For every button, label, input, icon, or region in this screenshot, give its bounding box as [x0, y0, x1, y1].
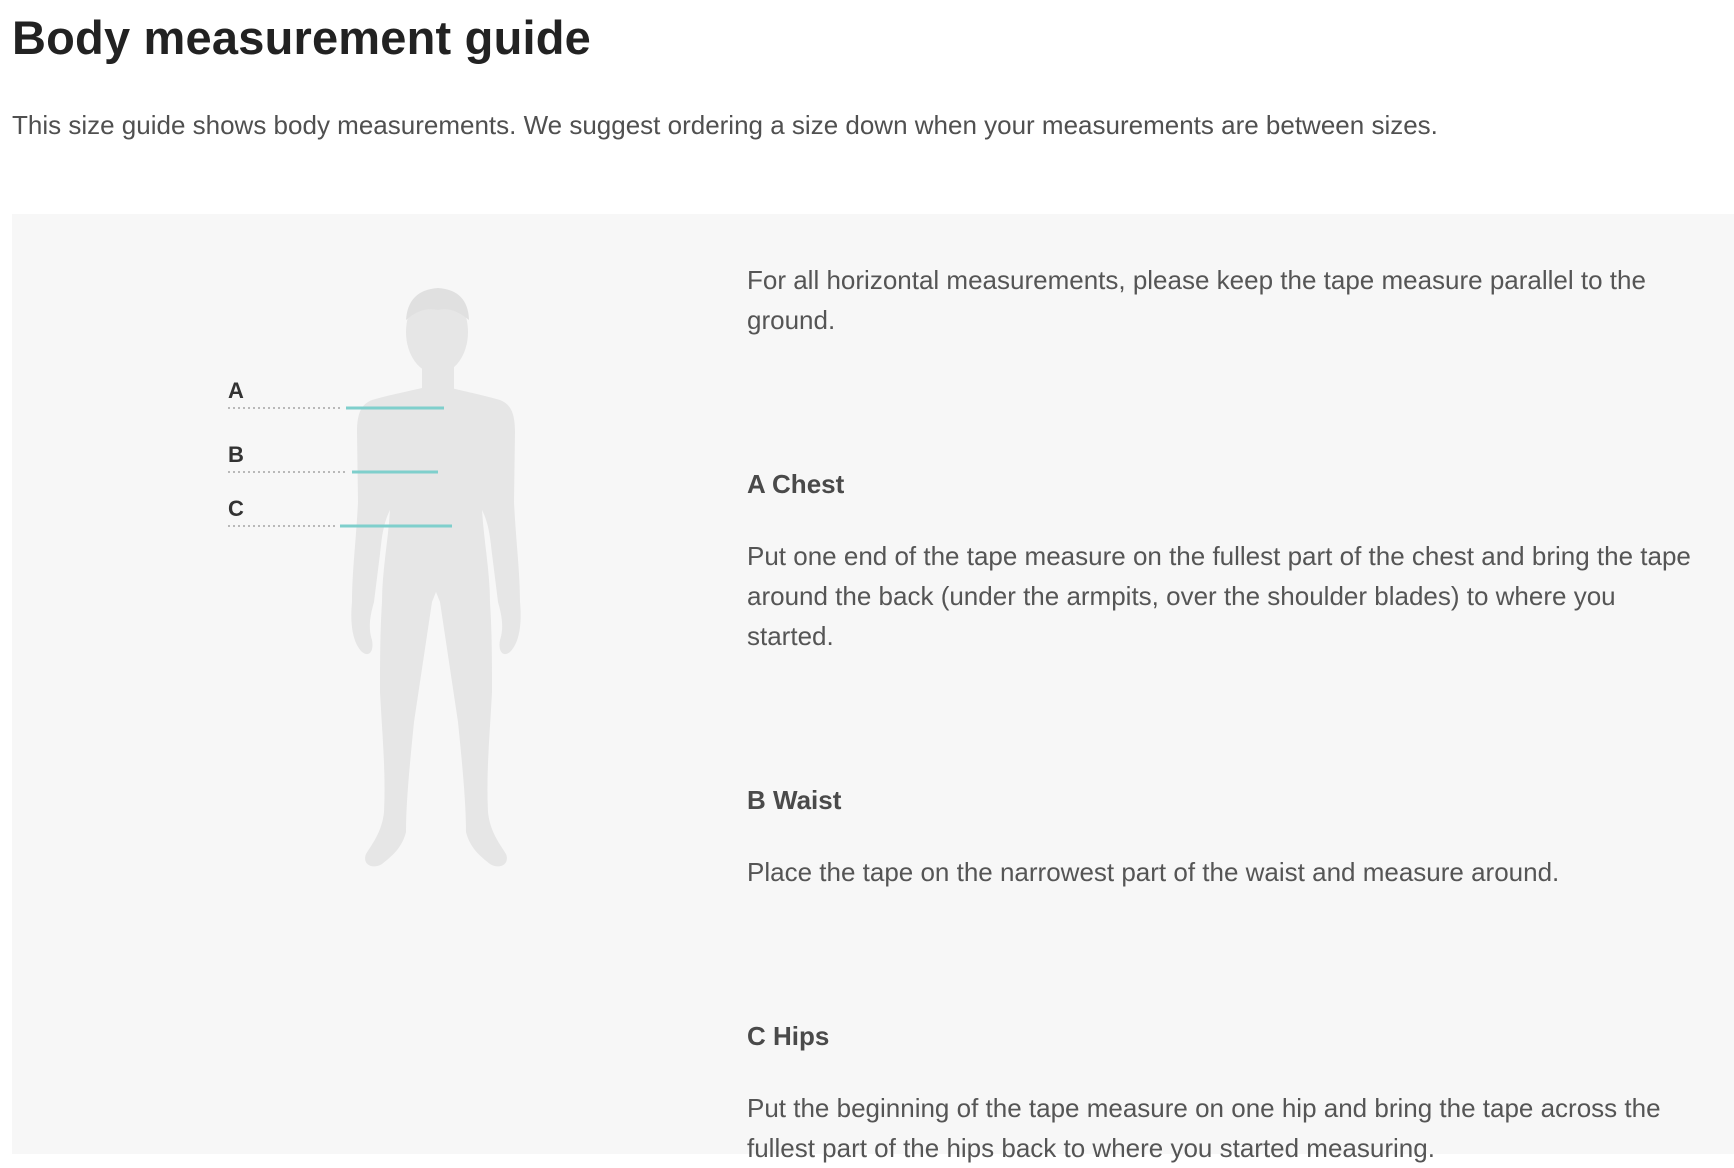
measurement-instructions — [747, 260, 1707, 1168]
page-title: Body measurement guide — [12, 11, 591, 64]
label-a: A — [228, 378, 244, 403]
hips-heading: C Hips — [747, 1021, 830, 1051]
label-c: C — [228, 496, 244, 521]
label-b: B — [228, 442, 244, 467]
horizontal-measurement-note: For all horizontal measurements, please keep the tape measure parallel to the ground. — [747, 265, 1646, 335]
waist-instructions: Place the tape on the narrowest part of the waist and measure around. — [747, 857, 1560, 887]
chest-instructions: Put one end of the tape measure on the fullest part of the chest and bring the tape around the back (under the armpits, over the shoulder blades) to where you started. — [747, 541, 1691, 651]
figure-body — [351, 384, 520, 866]
body-silhouette-illustration — [212, 272, 572, 912]
chest-heading: A Chest — [747, 469, 845, 499]
hips-instructions: Put the beginning of the tape measure on one hip and bring the tape across the fullest part of the hips back to where you started measuring. — [747, 1093, 1661, 1163]
waist-heading: B Waist — [747, 785, 842, 815]
body-figure — [212, 272, 572, 912]
measurement-panel — [12, 214, 1734, 1163]
intro-text: This size guide shows body measurements. We suggest ordering a size down when your measurements are between sizes. — [12, 110, 1438, 140]
